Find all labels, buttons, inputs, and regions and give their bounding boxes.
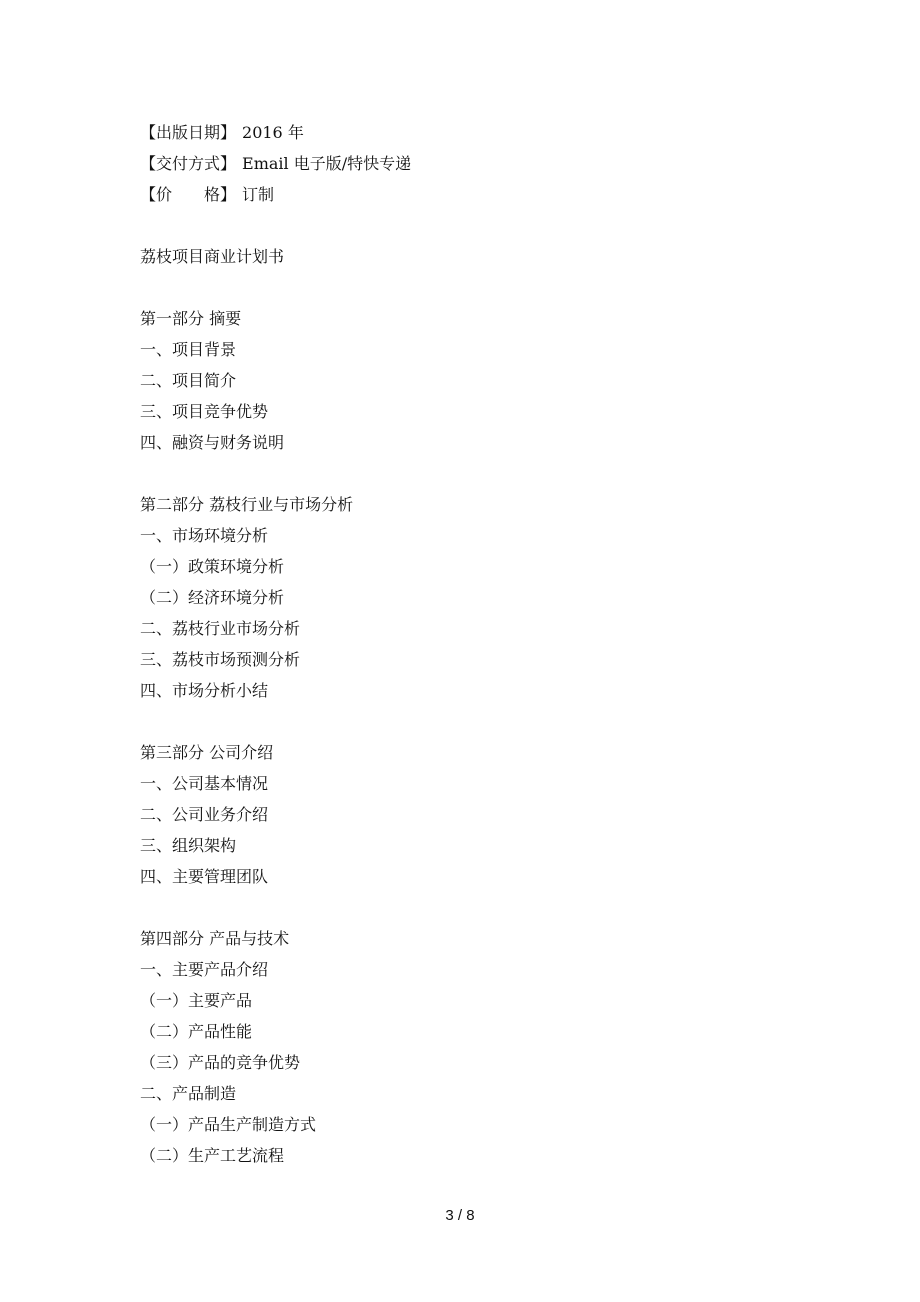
page-content — [140, 117, 800, 1171]
meta-price — [140, 179, 800, 210]
toc-item: （一）政策环境分析 — [140, 557, 285, 576]
toc-item: （一）主要产品 — [140, 991, 253, 1010]
toc-item: （二）产品性能 — [140, 1022, 253, 1041]
toc-item: 三、组织架构 — [140, 836, 237, 855]
meta-publish-date — [140, 117, 800, 148]
toc-item: 三、荔枝市场预测分析 — [140, 650, 301, 669]
toc-item: 二、公司业务介绍 — [140, 805, 269, 824]
toc-item: （二）经济环境分析 — [140, 588, 285, 607]
toc-item: 三、项目竞争优势 — [140, 402, 269, 421]
spacer — [140, 272, 800, 303]
meta-label: 【价 格】 — [140, 185, 237, 204]
spacer — [140, 892, 800, 923]
toc-item: 四、融资与财务说明 — [140, 433, 285, 452]
meta-value: Email 电子版/特快专递 — [242, 154, 412, 173]
toc-item: 四、主要管理团队 — [140, 867, 269, 886]
toc-item: 一、项目背景 — [140, 340, 237, 359]
meta-value: 订制 — [242, 185, 275, 204]
toc-item: 二、项目简介 — [140, 371, 237, 390]
meta-label: 【交付方式】 — [140, 154, 237, 173]
section-heading: 第二部分 荔枝行业与市场分析 — [140, 495, 354, 514]
toc-item: 一、市场环境分析 — [140, 526, 269, 545]
section-heading: 第一部分 摘要 — [140, 309, 242, 328]
page-number: 3 / 8 — [445, 1207, 475, 1224]
toc-item: 二、产品制造 — [140, 1084, 237, 1103]
section-heading: 第四部分 产品与技术 — [140, 929, 290, 948]
spacer — [140, 458, 800, 489]
toc-item: （三）产品的竞争优势 — [140, 1053, 301, 1072]
spacer — [140, 706, 800, 737]
meta-value: 2016 年 — [242, 123, 304, 142]
toc-item: 一、公司基本情况 — [140, 774, 269, 793]
toc-item: （一）产品生产制造方式 — [140, 1115, 317, 1134]
meta-label: 【出版日期】 — [140, 123, 237, 142]
toc-item: （二）生产工艺流程 — [140, 1146, 285, 1165]
document-title: 荔枝项目商业计划书 — [140, 247, 285, 266]
toc-item: 一、主要产品介绍 — [140, 960, 269, 979]
spacer — [140, 210, 800, 241]
toc-item: 二、荔枝行业市场分析 — [140, 619, 301, 638]
toc-item: 四、市场分析小结 — [140, 681, 269, 700]
meta-delivery-method — [140, 148, 800, 179]
section-heading: 第三部分 公司介绍 — [140, 743, 274, 762]
